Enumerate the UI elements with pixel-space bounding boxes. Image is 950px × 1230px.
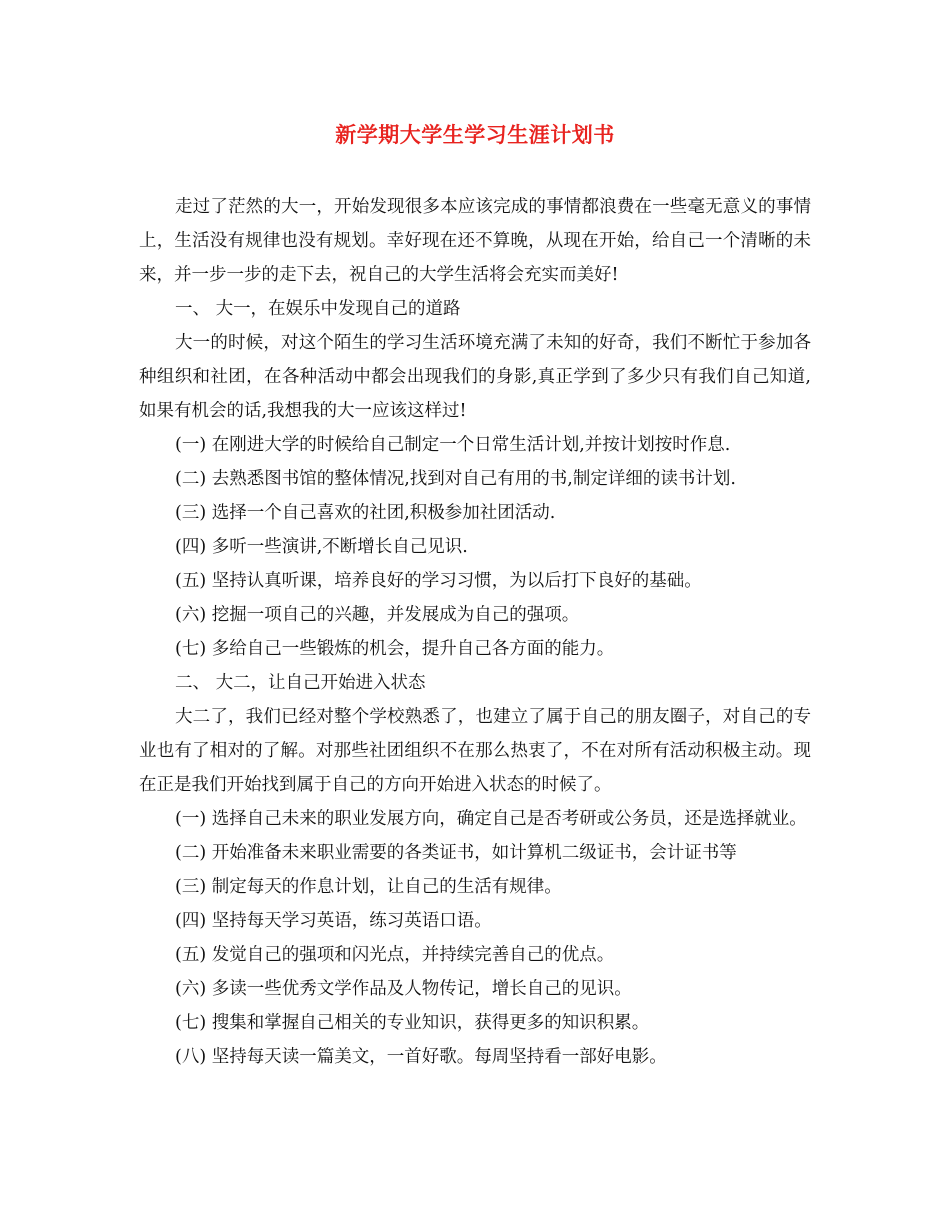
list-item: (四) 多听一些演讲,不断增长自己见识. — [175, 537, 468, 557]
section-heading-1: 一、 大一，在娱乐中发现自己的道路 — [175, 299, 461, 319]
list-item: (五) 坚持认真听课，培养良好的学习习惯，为以后打下良好的基础。 — [175, 571, 702, 591]
list-item: (七) 多给自己一些锻炼的机会，提升自己各方面的能力。 — [175, 639, 615, 659]
section-heading-2: 二、 大二，让自己开始进入状态 — [175, 673, 426, 693]
list-item: (一) 选择自己未来的职业发展方向，确定自己是否考研或公务员，还是选择就业。 — [175, 809, 807, 829]
list-item: (二) 开始准备未来职业需要的各类证书，如计算机二级证书，会计证书等 — [175, 843, 737, 863]
list-item: (八) 坚持每天读一篇美文，一首好歌。每周坚持看一部好电影。 — [175, 1047, 667, 1067]
section-paragraph-1: 大一的时候，对这个陌生的学习生活环境充满了未知的好奇，我们不断忙于参加各种组织和社团，在各种活动中都会出现我们的身影,真正学到了多少只有我们自己知道,如果有机会的话,我想我的大一应该这样过! — [139, 333, 811, 421]
list-item: (六) 挖掘一项自己的兴趣，并发展成为自己的强项。 — [175, 605, 580, 625]
list-item: (三) 选择一个自己喜欢的社团,积极参加社团活动. — [175, 503, 556, 523]
list-item: (二) 去熟悉图书馆的整体情况,找到对自己有用的书,制定详细的读书计划. — [175, 469, 736, 489]
document-body — [139, 190, 811, 1074]
section-paragraph-2: 大二了，我们已经对整个学校熟悉了，也建立了属于自己的朋友圈子，对自己的专业也有了相对的了解。对那些社团组织不在那么热衷了，不在对所有活动积极主动。现在正是我们开始找到属于自己的方向开始进入状态的时候了。 — [139, 707, 811, 795]
list-item: (四) 坚持每天学习英语，练习英语口语。 — [175, 911, 492, 931]
list-item: (六) 多读一些优秀文学作品及人物传记，增长自己的见识。 — [175, 979, 632, 999]
list-item: (五) 发觉自己的强项和闪光点，并持续完善自己的优点。 — [175, 945, 615, 965]
list-item: (一) 在刚进大学的时候给自己制定一个日常生活计划,并按计划按时作息. — [175, 435, 731, 455]
list-item: (七) 搜集和掌握自己相关的专业知识，获得更多的知识积累。 — [175, 1013, 650, 1033]
document-title: 新学期大学生学习生涯计划书 — [335, 122, 615, 147]
list-item: (三) 制定每天的作息计划，让自己的生活有规律。 — [175, 877, 562, 897]
intro-paragraph: 走过了茫然的大一，开始发现很多本应该完成的事情都浪费在一些毫无意义的事情上，生活没有规律也没有规划。幸好现在还不算晚，从现在开始，给自己一个清晰的未来，并一步一步的走下去，祝自己的大学生活将会充实而美好! — [139, 197, 811, 285]
